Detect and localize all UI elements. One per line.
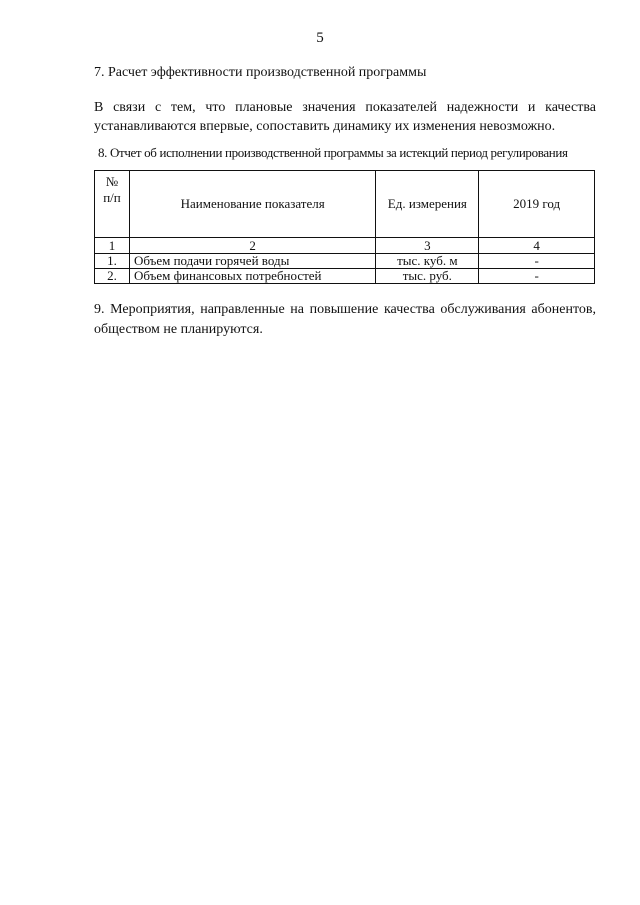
section-8-heading: 8. Отчет об исполнении производственной программы за истекций период регулирования	[98, 145, 568, 160]
index-cell-4: 4	[479, 238, 595, 254]
row-number-cell: 2.	[95, 269, 130, 284]
row-unit-cell: тыс. руб.	[376, 269, 479, 284]
page-number: 5	[316, 30, 324, 46]
table-header-row	[95, 171, 595, 238]
index-cell-2: 2	[129, 238, 375, 254]
section-9-paragraph: 9. Мероприятия, направленные на повышение качества обслуживания абонентов, обществом не планируются.	[94, 302, 596, 337]
row-name-cell: Объем подачи горячей воды	[129, 254, 375, 269]
header-number-cell	[95, 171, 130, 238]
header-name-cell: Наименование показателя	[129, 171, 375, 238]
header-number-sign: №	[105, 174, 119, 189]
row-unit-cell: тыс. куб. м	[376, 254, 479, 269]
table-index-row	[95, 238, 595, 254]
header-unit-cell: Ед. измерения	[376, 171, 479, 238]
row-value-cell: -	[479, 269, 595, 284]
index-cell-3: 3	[376, 238, 479, 254]
index-cell-1: 1	[95, 238, 130, 254]
section-7-paragraph: В связи с тем, что плановые значения показателей надежности и качества устанавливаются впервые, сопоставить динамику их изменения невозможно.	[94, 100, 596, 134]
row-number-cell: 1.	[95, 254, 130, 269]
header-year-cell: 2019 год	[479, 171, 595, 238]
row-value-cell: -	[479, 254, 595, 269]
report-table	[94, 170, 595, 284]
section-7-heading: 7. Расчет эффективности производственной программы	[94, 65, 427, 80]
header-number-pp: п/п	[103, 190, 121, 205]
table-row	[95, 269, 595, 284]
row-name-cell: Объем финансовых потребностей	[129, 269, 375, 284]
table-row	[95, 254, 595, 269]
